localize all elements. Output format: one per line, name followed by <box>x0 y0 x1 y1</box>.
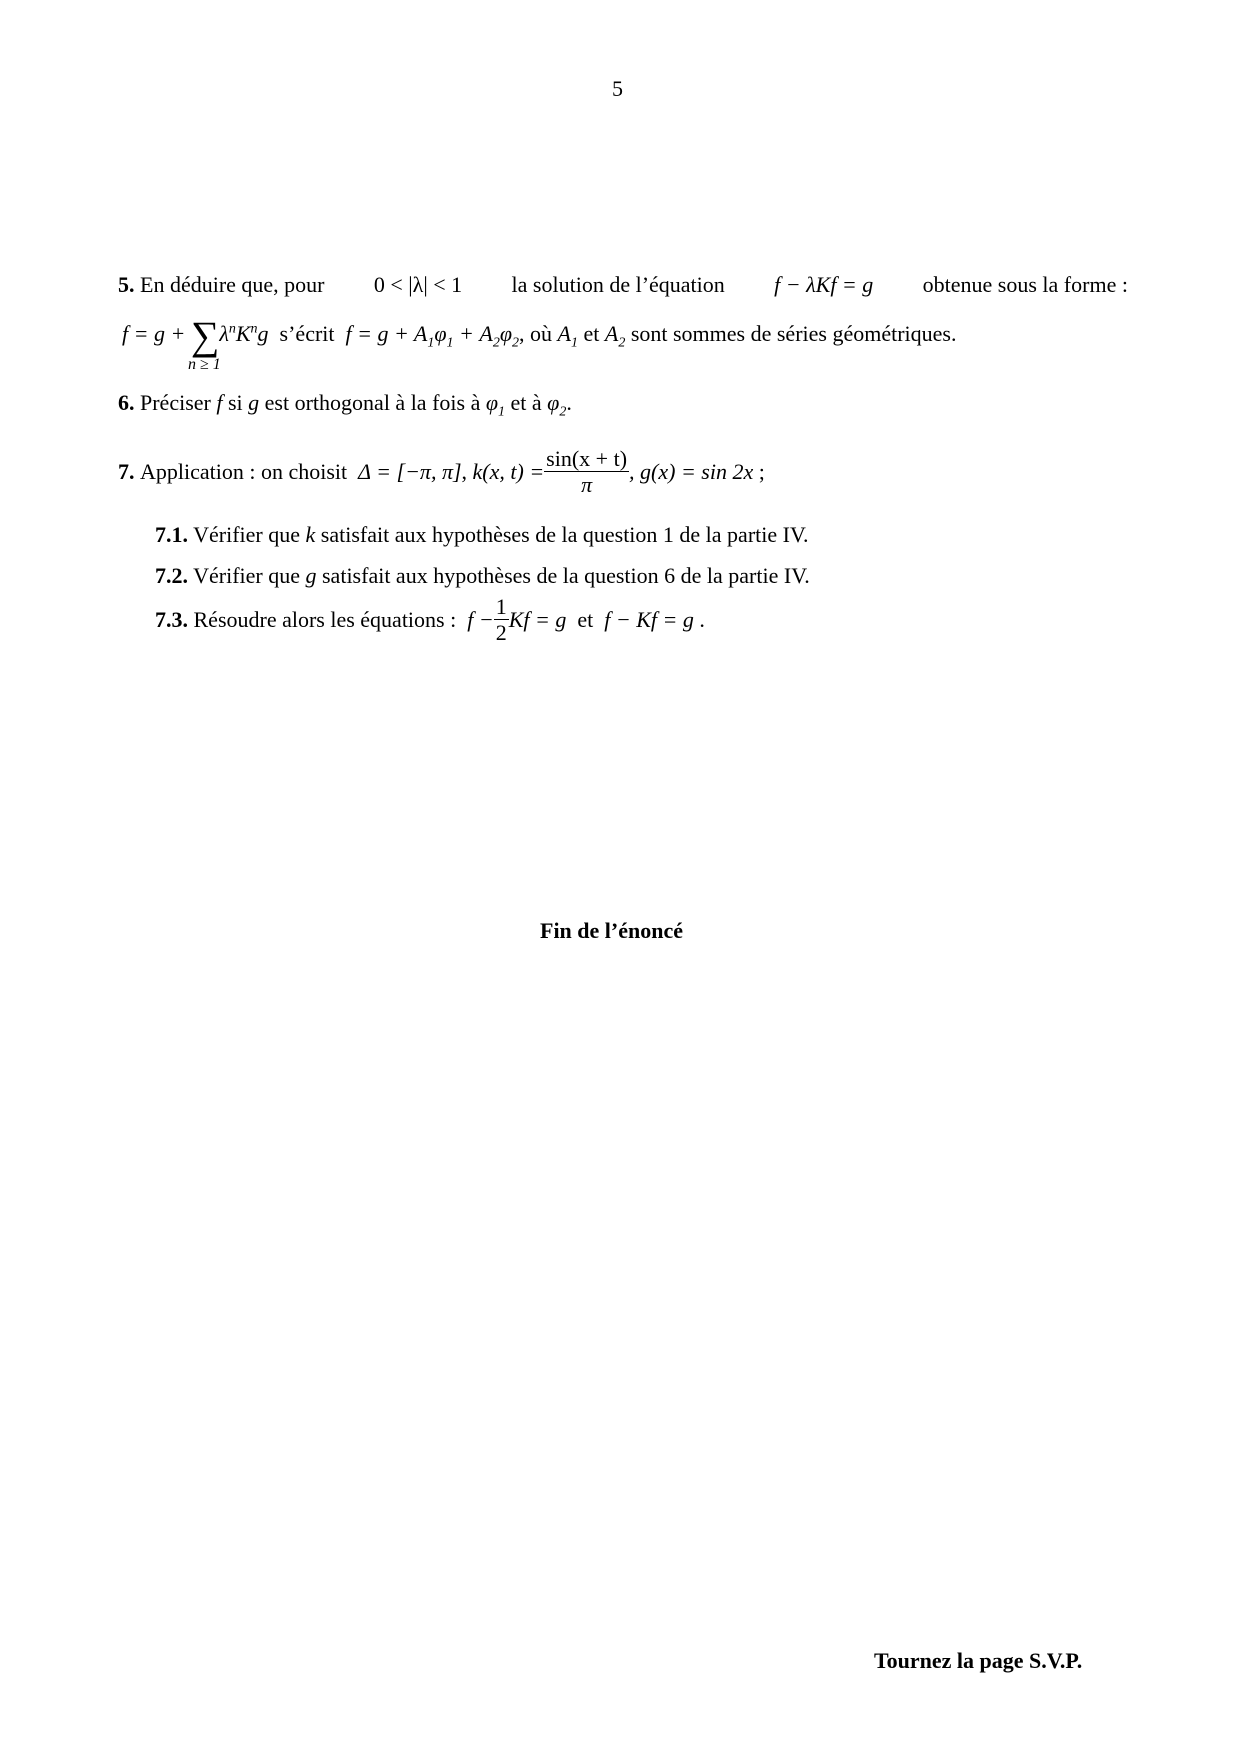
question-7-3-number: 7.3. <box>155 606 188 632</box>
equation-f-lambda-kf-g: f − λKf = g <box>774 272 874 297</box>
question-6-text-a: Préciser <box>140 390 211 415</box>
question-7-1-text-a: Vérifier que <box>193 522 300 547</box>
question-7-end: ; <box>758 458 765 484</box>
question-7-3 <box>155 594 705 646</box>
a2-symbol: $A_2$ <box>604 321 626 351</box>
equation-2: f − Kf = g <box>604 606 694 632</box>
series-g: g <box>257 321 269 346</box>
question-5-text-b: la solution de l’équation <box>511 272 725 297</box>
question-7: 7. Application : on choisit Δ = [−π, π] , k(x, t) = $\frac{\sin(x + t)}{\pi}$ , g(x) = sin 2x ; <box>118 446 765 498</box>
phi-2: $\varphi_2$ <box>547 390 567 420</box>
lambda-range: 0 < |λ| < 1 <box>373 272 463 297</box>
sigma-symbol: ∑ <box>190 313 220 358</box>
end-of-statement: Fin de l’énoncé <box>540 918 683 943</box>
question-5-text-g: sont sommes de séries géométriques. <box>630 321 957 346</box>
delta-definition: Δ = [−π, π] <box>358 458 462 484</box>
question-5-text-a: En déduire que, pour <box>140 272 325 297</box>
result-expression: $f = g + A_1\varphi_1 + A_2\varphi_2$ <box>345 321 520 351</box>
question-6-f: f <box>216 390 223 415</box>
question-5-line-1 <box>118 272 1128 298</box>
a1-symbol: $A_1$ <box>557 321 578 351</box>
k-definition-left: k(x, t) = <box>472 458 545 484</box>
series-exp-1: n <box>228 321 236 337</box>
question-7-1 <box>155 522 809 548</box>
question-7-1-number: 7.1. <box>155 522 188 547</box>
question-6-g: g <box>248 390 260 415</box>
fraction-numerator: 1 <box>495 594 507 619</box>
k-fraction <box>544 446 629 498</box>
question-5-text-e: , où <box>519 321 553 346</box>
question-6-number: 6. <box>118 390 135 415</box>
question-7-2-text-b: satisfait aux hypothèses de la question 6 de la partie IV. <box>322 563 810 588</box>
turn-page-footer: Tournez la page S.V.P. <box>874 1648 1083 1673</box>
series-exp-2: n <box>250 321 258 337</box>
question-7-number: 7. <box>118 458 135 484</box>
question-6-text-c: est orthogonal à la fois à <box>264 390 481 415</box>
question-7-3-end: . <box>699 606 705 632</box>
question-7-text-a: Application : on choisit <box>140 458 348 484</box>
series-K: K <box>235 321 251 346</box>
question-6-text-e: . <box>566 390 572 415</box>
question-5-line-2 <box>122 313 957 358</box>
question-7-2 <box>155 563 810 589</box>
question-6-text-b: si <box>227 390 243 415</box>
equation-1-left: f − <box>467 606 494 632</box>
k-denominator: π <box>581 472 593 498</box>
question-7-1-var: k <box>305 522 316 547</box>
question-7-3-text-a: Résoudre alors les équations : <box>193 606 457 632</box>
series-subscript: n ≥ 1 <box>188 356 221 373</box>
question-6-text-d: et à <box>510 390 542 415</box>
question-7-2-number: 7.2. <box>155 563 188 588</box>
equation-1-right: Kf = g <box>508 606 567 632</box>
question-6 <box>118 390 572 420</box>
k-numerator: sin(x + t) <box>546 446 628 471</box>
question-5-text-d: s’écrit <box>279 321 335 346</box>
fraction-denominator: 2 <box>495 620 507 646</box>
series-lambda: λ <box>219 321 229 346</box>
question-7-2-text-a: Vérifier que <box>193 563 300 588</box>
series-left: f = g + <box>122 321 186 346</box>
phi-1: $\varphi_1$ <box>485 390 506 420</box>
question-7-1-text-b: satisfait aux hypothèses de la question 1 de la partie IV. <box>320 522 809 547</box>
one-half-fraction <box>494 594 509 646</box>
question-5-text-c: obtenue sous la forme : <box>922 272 1128 297</box>
question-7-2-var: g <box>305 563 317 588</box>
g-definition: , g(x) = sin 2x <box>629 458 754 484</box>
question-5-number: 5. <box>118 272 135 297</box>
page-number: 5 <box>612 76 623 101</box>
question-7-3-et: et <box>577 606 594 632</box>
question-5-text-f: et <box>583 321 600 346</box>
